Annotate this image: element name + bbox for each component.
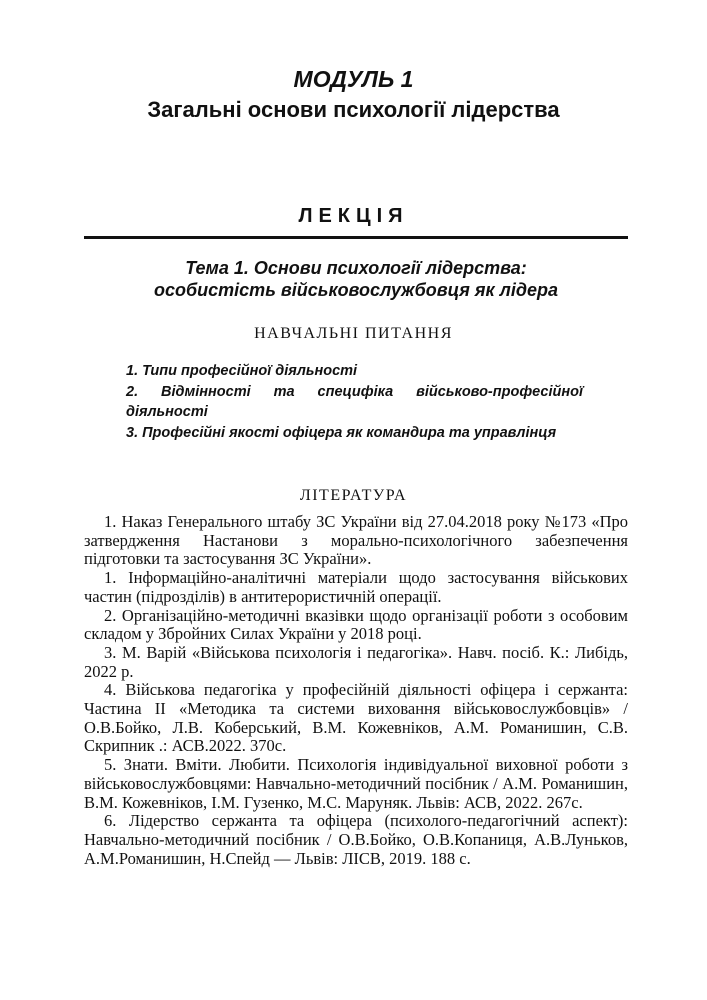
module-title: МОДУЛЬ 1 — [293, 66, 414, 92]
literature-heading: ЛІТЕРАТУРА — [299, 487, 408, 504]
question-item: 2. Відмінності та специфіка військово-професійної діяльності — [126, 383, 583, 420]
literature-item: 2. Організаційно-методичні вказівки щодо організації роботи з особовим складом у Збройних Силах України у 2018 році. — [84, 605, 628, 644]
topic-title — [84, 257, 628, 301]
module-subtitle: Загальні основи психології лідерства — [147, 97, 560, 122]
lecture-heading: ЛЕКЦІЯ — [298, 205, 409, 227]
literature-item: 1. Наказ Генерального штабу ЗС України від 27.04.2018 року №173 «Про затвердження Настанови з морально-психологічного забезпечення підготовки та застосування ЗС України». — [84, 512, 628, 569]
divider — [84, 236, 628, 239]
literature-list — [84, 513, 628, 868]
question-item: 1. Типи професійної діяльності — [126, 363, 358, 379]
literature-item: 5. Знати. Вміти. Любити. Психологія індивідуальної виховної роботи з військовослужбовцями: Навчально-методичний посібник / А.М. Романишин, В.М. Кожевніков, І.М. Гузенко, М.С. Маруняк. Львів: АСВ, 2022. 267с. — [84, 755, 628, 812]
literature-item: 6. Лідерство сержанта та офіцера (психолого-педагогічний аспект): Навчально-методичний посібник / О.В.Бойко, О.В.Копаниця, А.В.Луньков, А.М.Романишин, Н.Спейд — Львів: ЛІСВ, 2019. 188 с. — [84, 811, 628, 868]
literature-item: 3. М. Варій «Військова психологія і педагогіка». Навч. посіб. К.: Либідь, 2022 р. — [84, 642, 628, 681]
topic-line-2: особистість військовослужбовця як лідера — [154, 280, 558, 300]
questions-heading: НАВЧАЛЬНІ ПИТАННЯ — [254, 325, 453, 342]
question-item: 3. Професійні якості офіцера як командира та управлінця — [126, 424, 557, 441]
questions-list — [126, 361, 583, 443]
topic-line-1: Тема 1. Основи психології лідерства: — [185, 258, 527, 278]
literature-item: 4. Військова педагогіка у професійній діяльності офіцера і сержанта: Частина ІІ «Методика та системи виховання військовослужбовців» / О.В.Бойко, Л.В. Коберський, В.М. Кожевніков, А.М. Романишин, С.В. Скрипник .: АСВ.2022. 370с. — [84, 680, 628, 756]
literature-item: 1. Інформаційно-аналітичні матеріали щодо застосування військових частин (підрозділів) в антитерористичній операції. — [84, 568, 628, 606]
